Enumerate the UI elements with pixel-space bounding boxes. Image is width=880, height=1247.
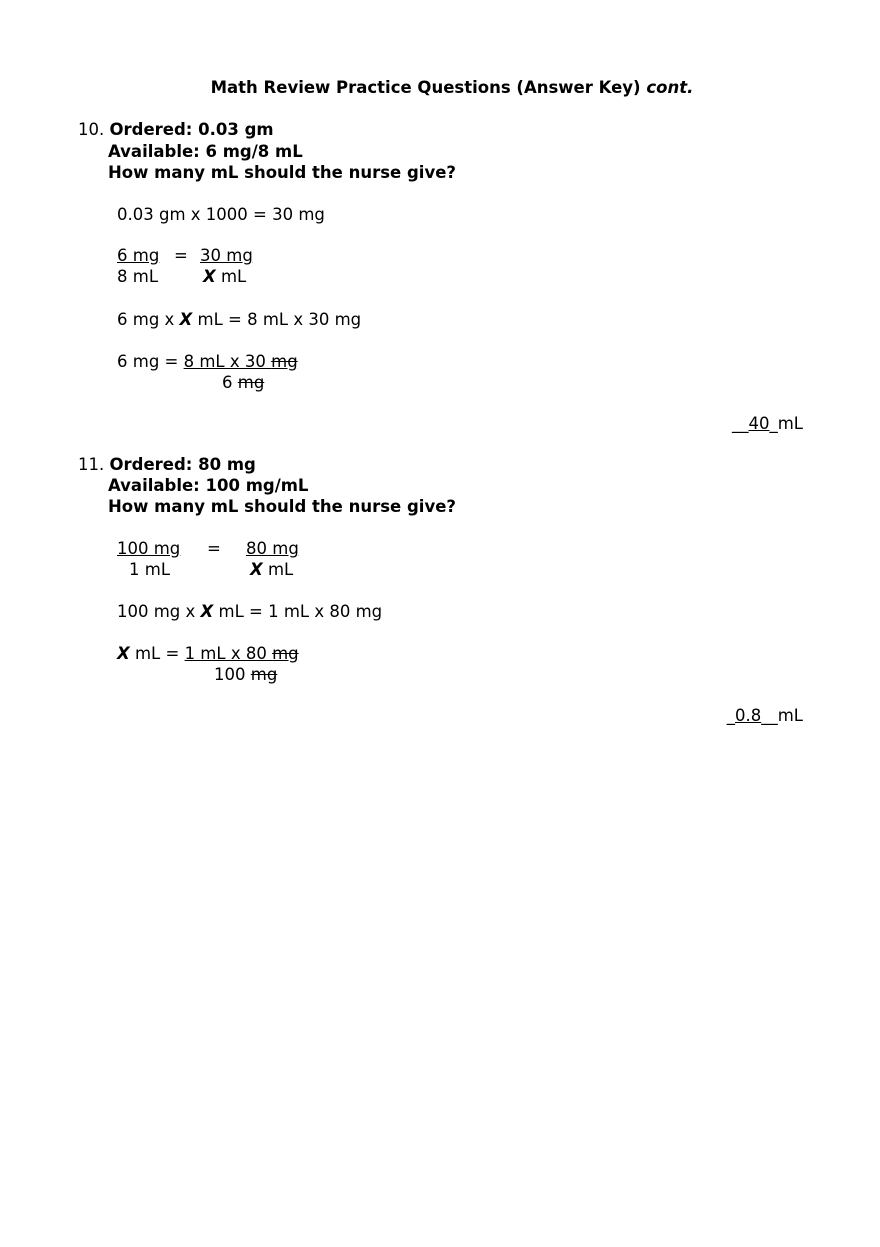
q10-cancelled-mg-den: mg <box>237 373 265 392</box>
q10-ordered: Ordered: 0.03 gm <box>109 120 274 139</box>
q11-header <box>78 455 256 475</box>
q10-header <box>78 120 274 140</box>
q10-solve-den-a: 6 <box>222 373 238 392</box>
q10-ml-unit: mL <box>215 267 247 286</box>
q11-number: 11. <box>78 455 110 474</box>
q10-x-variable: X <box>203 267 216 286</box>
q10-answer-post: _mL <box>769 414 803 433</box>
q10-ratio-right-numerator: 30 mg <box>200 246 253 265</box>
q11-cancelled-mg-num: mg <box>272 644 299 663</box>
q11-solve-den-a: 100 <box>214 665 251 684</box>
q10-solve-num-a: 8 mL x 30 <box>183 352 272 371</box>
q11-solve-denominator <box>214 665 277 685</box>
q11-cross-a: 100 mg x <box>117 602 201 621</box>
q11-available: Available: 100 mg/mL <box>108 476 309 495</box>
q11-ratio-equals: = <box>207 539 221 558</box>
q11-ratio-left-numerator: 100 mg <box>117 539 181 558</box>
q10-answer-value: 40 <box>748 414 770 433</box>
q11-solve-lhs: mL = <box>129 644 185 663</box>
q11-solve-num-a: 1 mL x 80 <box>184 644 273 663</box>
q10-cross-multiply <box>117 310 361 330</box>
q10-cancelled-mg-num: mg <box>271 352 298 371</box>
q10-number: 10. <box>78 120 110 139</box>
q11-cross-multiply <box>117 602 382 622</box>
q10-answer <box>600 414 803 434</box>
q11-ratio-right-numerator: 80 mg <box>246 539 299 558</box>
q10-solve-equation <box>117 352 298 372</box>
q11-solve-x: X <box>117 644 130 663</box>
q10-available: Available: 6 mg/8 mL <box>108 142 303 161</box>
title-main: Math Review Practice Questions (Answer Key) <box>210 78 647 97</box>
q10-ratio-left-denominator: 8 mL <box>117 267 159 286</box>
q10-cross-b: mL = 8 mL x 30 mg <box>192 310 362 329</box>
q10-ratio-right-denominator <box>203 267 246 287</box>
q11-ratio-right-denominator <box>250 560 293 580</box>
q11-answer-value: 0.8 <box>734 706 762 725</box>
q10-question: How many mL should the nurse give? <box>108 163 456 182</box>
q10-solve-numerator <box>184 352 298 371</box>
q11-answer <box>600 706 803 726</box>
q10-cross-a: 6 mg x <box>117 310 180 329</box>
q11-cross-x: X <box>200 602 214 621</box>
q11-x-variable: X <box>250 560 263 579</box>
page-title <box>0 78 880 98</box>
q11-cancelled-mg-den: mg <box>250 665 278 684</box>
q11-answer-pre: _ <box>726 706 735 725</box>
q11-solve-equation <box>117 644 299 664</box>
q10-solve-lhs: 6 mg = <box>117 352 184 371</box>
title-suffix: cont. <box>646 78 694 97</box>
q11-cross-b: mL = 1 mL x 80 mg <box>213 602 383 621</box>
q11-answer-post: __mL <box>761 706 803 725</box>
q10-ratio-equals: = <box>174 246 188 265</box>
q11-question: How many mL should the nurse give? <box>108 497 456 516</box>
q10-ratio-left-numerator: 6 mg <box>117 246 160 265</box>
q11-ratio-left-denominator: 1 mL <box>129 560 171 579</box>
q11-solve-numerator <box>185 644 299 663</box>
q11-ordered: Ordered: 80 mg <box>109 455 256 474</box>
q10-step1: 0.03 gm x 1000 = 30 mg <box>117 205 325 224</box>
q11-ml-unit: mL <box>262 560 294 579</box>
q10-solve-denominator <box>222 373 264 393</box>
q10-answer-pre: __ <box>731 414 749 433</box>
q10-cross-x: X <box>179 310 193 329</box>
